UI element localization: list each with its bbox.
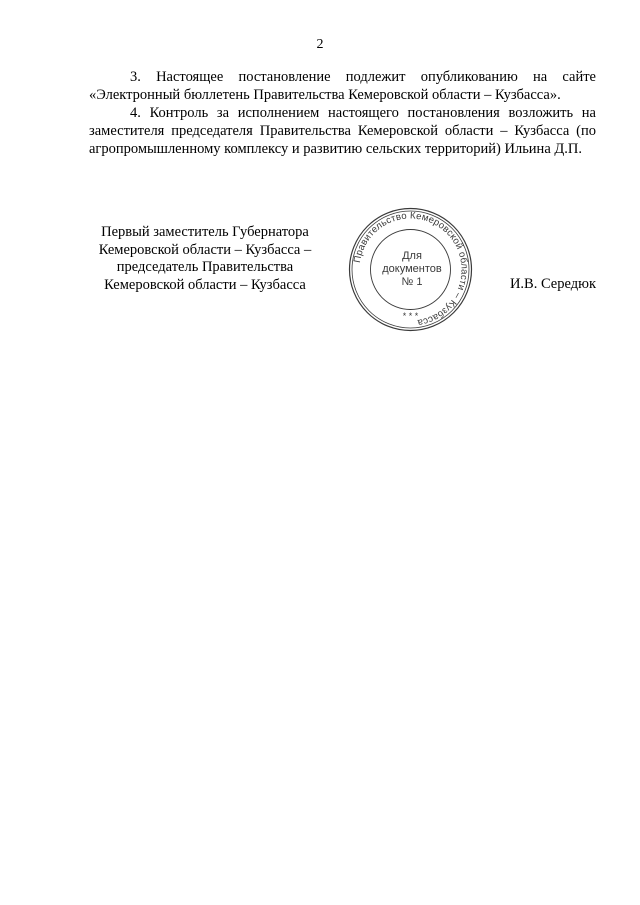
document-body — [89, 68, 596, 158]
paragraph-3: 3. Настоящее постановление подлежит опубликованию на сайте «Электронный бюллетень Правительства Кемеровской области – Кузбасса». — [89, 69, 596, 103]
stamp-stars: * * * — [402, 311, 419, 321]
stamp-center-line: № 1 — [401, 276, 423, 288]
stamp-center-line: Для — [402, 250, 422, 262]
signatory-position — [80, 224, 330, 294]
stamp-ring-text: Правительство Кемеровской области – Кузбасса — [351, 210, 470, 329]
page-number: 2 — [316, 37, 324, 52]
paragraph-4: 4. Контроль за исполнением настоящего постановления возложить на заместителя председателя Правительства Кемеровской области – Кузбасса (по агропромышленному комплексу и развитию сельских территорий) Ильина Д.П. — [89, 105, 596, 157]
stamp-center-line: документов — [382, 263, 442, 275]
position-line: Кемеровской области – Кузбасса — [104, 276, 306, 293]
position-line: председатель Правительства — [116, 259, 294, 275]
official-stamp-icon — [348, 207, 473, 332]
position-line: Кемеровской области – Кузбасса – — [98, 241, 312, 258]
position-line: Первый заместитель Губернатора — [101, 224, 309, 240]
signatory-name: И.В. Середюк — [509, 276, 596, 292]
